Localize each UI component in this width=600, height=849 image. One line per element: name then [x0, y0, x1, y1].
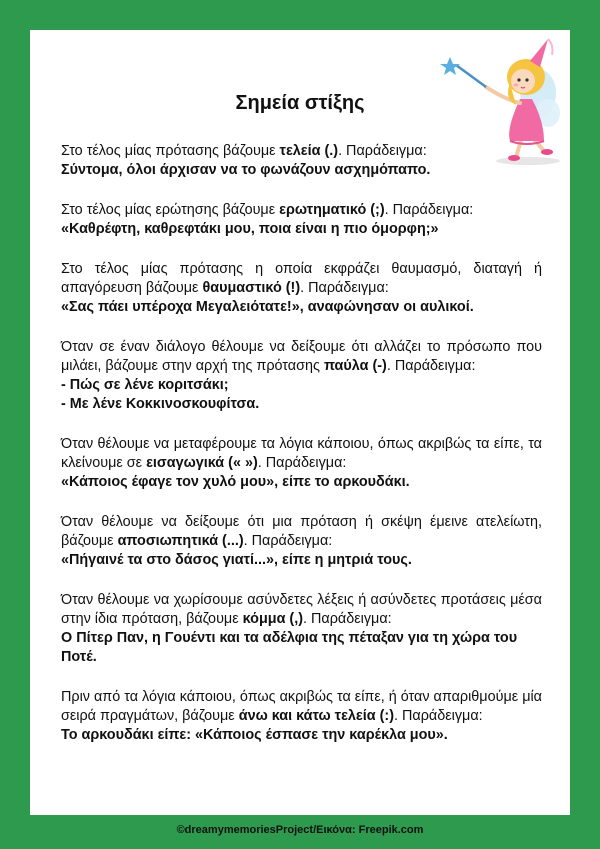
paragraph-quotation-marks: [61, 435, 542, 492]
paragraph-text: Όταν σε έναν διάλογο θέλουμε να δείξουμε ότι αλλάζει το πρόσωπο που μιλάει, βάζουμε στην αρχή της πρότασης: [61, 339, 542, 374]
paragraph-question-mark: [61, 201, 542, 239]
paragraph-tail: . Παράδειγμα:: [243, 533, 333, 549]
paragraph-text: Στο τέλος μίας πρότασης η οποία εκφράζει θαυμασμό, διαταγή ή απαγόρευση βάζουμε: [61, 261, 542, 296]
paragraph-tail: . Παράδειγμα:: [257, 455, 347, 471]
paragraph-comma: [61, 591, 542, 667]
example-sentence: «Καθρέφτη, καθρεφτάκι μου, ποια είναι η πιο όμορφη;»: [61, 221, 439, 237]
punctuation-term: κόμμα (,): [242, 611, 304, 627]
example-sentence: Σύντομα, όλοι άρχισαν να το φωνάζουν ασχημόπαπο.: [61, 162, 431, 178]
punctuation-term: τελεία (.): [279, 143, 339, 159]
paragraph-text: Στο τέλος μίας ερώτησης βάζουμε: [61, 202, 280, 218]
example-sentence: «Πήγαινέ τα στο δάσος γιατί...», είπε η μητριά τους.: [61, 552, 412, 568]
page-title: Σημεία στίξης: [235, 92, 365, 114]
paragraph-tail: . Παράδειγμα:: [394, 708, 483, 724]
punctuation-term: ερωτηματικό (;): [279, 202, 385, 218]
paragraph-tail: . Παράδειγμα:: [384, 202, 474, 218]
content: [61, 142, 542, 766]
punctuation-term: θαυμαστικό (!): [202, 280, 301, 296]
punctuation-term: αποσιωπητικά (...): [117, 533, 244, 549]
paragraph-colon: [61, 688, 542, 745]
paragraph-dash: [61, 338, 542, 414]
paragraph-tail: . Παράδειγμα:: [303, 611, 392, 627]
example-sentence: Το αρκουδάκι είπε: «Κάποιος έσπασε την καρέκλα μου».: [61, 727, 448, 743]
paragraph-exclamation-mark: [61, 260, 542, 317]
punctuation-term: εισαγωγικά (« »): [146, 455, 258, 471]
paragraph-text: Όταν θέλουμε να χωρίσουμε ασύνδετες λέξεις ή ασύνδετες προτάσεις μέσα στην ίδια πρόταση, βάζουμε: [61, 592, 542, 627]
paragraph-text: Πριν από τα λόγια κάποιου, όπως ακριβώς τα είπε, ή όταν απαριθμούμε μία σειρά πραγμάτων, βάζουμε: [61, 689, 542, 724]
paragraph-tail: . Παράδειγμα:: [338, 143, 427, 159]
copyright-footer: ©dreamymemoriesProject/Εικόνα: Freepik.com: [176, 824, 424, 836]
fairy-illustration: [430, 33, 565, 168]
paragraph-tail: . Παράδειγμα:: [300, 280, 389, 296]
example-sentence: - Πώς σε λένε κοριτσάκι;: [61, 377, 229, 393]
paragraph-text: Όταν θέλουμε να δείξουμε ότι μια πρόταση ή σκέψη έμεινε ατελείωτη, βάζουμε: [61, 514, 542, 549]
example-sentence: «Κάποιος έφαγε τον χυλό μου», είπε το αρκουδάκι.: [61, 474, 410, 490]
paragraph-text: Στο τέλος μίας πρότασης βάζουμε: [61, 143, 280, 159]
paragraph-ellipsis: [61, 513, 542, 570]
paragraph-tail: . Παράδειγμα:: [386, 358, 476, 374]
example-sentence: Ο Πίτερ Παν, η Γουέντι και τα αδέλφια της πέταξαν για τη χώρα του Ποτέ.: [61, 630, 518, 665]
paragraph-text: Όταν θέλουμε να μεταφέρουμε τα λόγια κάποιου, όπως ακριβώς τα είπε, τα κλείνουμε σε: [61, 436, 542, 471]
punctuation-term: άνω και κάτω τελεία (:): [238, 708, 394, 724]
example-sentence: - Με λένε Κοκκινοσκουφίτσα.: [61, 396, 260, 412]
punctuation-term: παύλα (-): [323, 358, 387, 374]
example-sentence: «Σας πάει υπέροχα Μεγαλειότατε!», αναφώνησαν οι αυλικοί.: [61, 299, 474, 315]
